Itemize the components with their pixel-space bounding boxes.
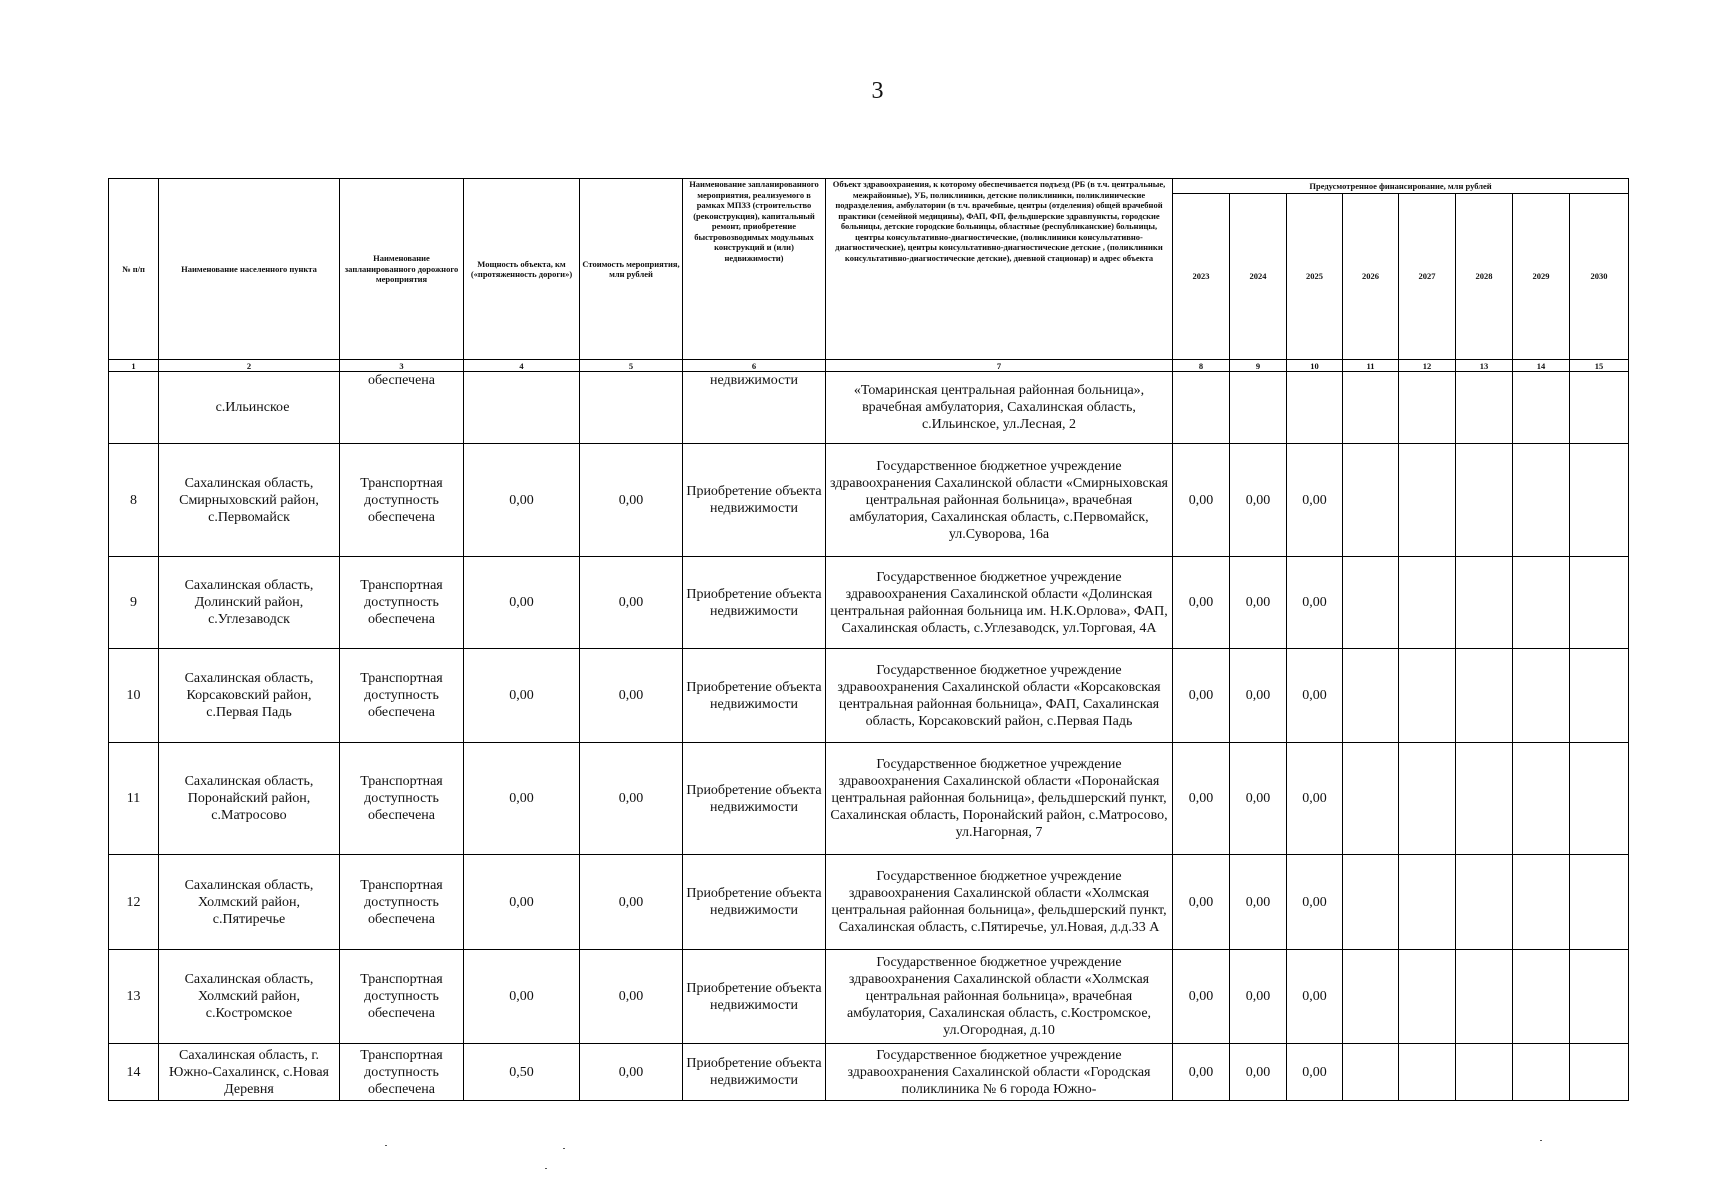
row-number: 11 (109, 743, 159, 855)
table-row (109, 557, 1629, 649)
year-2025-cell: 0,00 (1287, 1044, 1343, 1101)
year-2029-cell (1513, 372, 1570, 444)
year-2028-cell (1456, 444, 1513, 557)
cost-cell: 0,00 (580, 444, 683, 557)
year-2023-cell: 0,00 (1173, 444, 1230, 557)
year-2028-cell (1456, 372, 1513, 444)
road-event-cell: Транспортная доступность обеспечена (340, 557, 464, 649)
year-2025-cell: 0,00 (1287, 444, 1343, 557)
settlement-cell: с.Ильинское (159, 372, 340, 444)
year-2023-cell: 0,00 (1173, 855, 1230, 950)
header-year: 2027 (1399, 194, 1456, 360)
year-2030-cell (1570, 743, 1629, 855)
column-number: 1 (109, 360, 159, 372)
year-2027-cell (1399, 557, 1456, 649)
table-row (109, 950, 1629, 1044)
year-2030-cell (1570, 855, 1629, 950)
column-number: 2 (159, 360, 340, 372)
column-number: 13 (1456, 360, 1513, 372)
header-year: 2023 (1173, 194, 1230, 360)
year-2027-cell (1399, 372, 1456, 444)
header-year: 2029 (1513, 194, 1570, 360)
row-number: 10 (109, 649, 159, 743)
cost-cell: 0,00 (580, 950, 683, 1044)
scan-speck (385, 1145, 387, 1146)
table-row (109, 444, 1629, 557)
settlement-cell: Сахалинская область, Холмский район, с.Пятиречье (159, 855, 340, 950)
settlement-cell: Сахалинская область, г. Южно-Сахалинск, с.Новая Деревня (159, 1044, 340, 1101)
year-2023-cell: 0,00 (1173, 557, 1230, 649)
event-cell: недвижимости (683, 372, 826, 444)
year-2024-cell: 0,00 (1230, 855, 1287, 950)
year-2028-cell (1456, 1044, 1513, 1101)
page-number: 3 (871, 78, 884, 104)
year-2024-cell: 0,00 (1230, 950, 1287, 1044)
year-2029-cell (1513, 444, 1570, 557)
scan-speck (1540, 1140, 1542, 1141)
event-cell: Приобретение объекта недвижимости (683, 444, 826, 557)
year-2025-cell: 0,00 (1287, 743, 1343, 855)
table-row (109, 855, 1629, 950)
year-2024-cell: 0,00 (1230, 1044, 1287, 1101)
year-2026-cell (1343, 444, 1399, 557)
year-2024-cell (1230, 372, 1287, 444)
column-number: 8 (1173, 360, 1230, 372)
year-2026-cell (1343, 950, 1399, 1044)
column-number: 12 (1399, 360, 1456, 372)
year-2025-cell (1287, 372, 1343, 444)
year-2027-cell (1399, 743, 1456, 855)
year-2026-cell (1343, 743, 1399, 855)
event-cell: Приобретение объекта недвижимости (683, 950, 826, 1044)
year-2025-cell: 0,00 (1287, 649, 1343, 743)
year-2026-cell (1343, 372, 1399, 444)
table-row (109, 1044, 1629, 1101)
cost-cell (580, 372, 683, 444)
header-road-event: Наименование запланированного дорожного мероприятия (340, 179, 464, 360)
column-number-row (109, 360, 1629, 372)
year-2030-cell (1570, 1044, 1629, 1101)
event-cell: Приобретение объекта недвижимости (683, 855, 826, 950)
year-2027-cell (1399, 950, 1456, 1044)
year-2025-cell: 0,00 (1287, 855, 1343, 950)
event-cell: Приобретение объекта недвижимости (683, 649, 826, 743)
table-row (109, 649, 1629, 743)
table-row (109, 743, 1629, 855)
header-object: Объект здравоохранения, к которому обеспечивается подъезд (РБ (в т.ч. центральные, межрайонные), УБ, поликлиники, детские поликлиники, поликлинические подразделения, амбулатории (в т.ч. врачебные, центры (отделения) общей врачебной практики (семейной медицины), ФАП, ФП, фельдшерские здравпункты, городские больницы, детские городские больницы, областные (республиканские) больницы, центры консультативно-диагностические, (поликлиники консультативно-диагностические), центры консультативно-диагностические детские , (поликлиники консультативно-диагностические детские), дневной стационар) и адрес объекта (826, 179, 1173, 360)
capacity-cell (464, 372, 580, 444)
column-number: 15 (1570, 360, 1629, 372)
header-event: Наименование запланированного мероприятия, реализуемого в рамках МПЗЗ (строительство (реконструкция), капитальный ремонт, приобретение быстровозводимых модульных конструкций и (или) недвижимости) (683, 179, 826, 360)
column-number: 11 (1343, 360, 1399, 372)
scan-speck (563, 1148, 565, 1149)
year-2029-cell (1513, 557, 1570, 649)
header-financing: Предусмотренное финансирование, млн рублей (1173, 179, 1629, 194)
capacity-cell: 0,00 (464, 444, 580, 557)
year-2028-cell (1456, 557, 1513, 649)
year-2029-cell (1513, 855, 1570, 950)
capacity-cell: 0,00 (464, 557, 580, 649)
capacity-cell: 0,00 (464, 950, 580, 1044)
year-2030-cell (1570, 557, 1629, 649)
row-number: 13 (109, 950, 159, 1044)
scan-speck (545, 1168, 547, 1169)
object-cell: Государственное бюджетное учреждение здравоохранения Сахалинской области «Поронайская центральная районная больница», фельдшерский пункт, Сахалинская область, Поронайский район, с.Матросово, ул.Нагорная, 7 (826, 743, 1173, 855)
year-2027-cell (1399, 1044, 1456, 1101)
object-cell: Государственное бюджетное учреждение здравоохранения Сахалинской области «Корсаковская центральная районная больница», ФАП, Сахалинская область, Корсаковский район, с.Первая Падь (826, 649, 1173, 743)
year-2029-cell (1513, 950, 1570, 1044)
year-2027-cell (1399, 444, 1456, 557)
year-2023-cell (1173, 372, 1230, 444)
financing-table (108, 178, 1629, 1101)
column-number: 4 (464, 360, 580, 372)
header-year: 2026 (1343, 194, 1399, 360)
year-2030-cell (1570, 372, 1629, 444)
road-event-cell: Транспортная доступность обеспечена (340, 1044, 464, 1101)
row-number (109, 372, 159, 444)
header-capacity: Мощность объекта, км («протяженность дороги») (464, 179, 580, 360)
header-year: 2028 (1456, 194, 1513, 360)
header-cost: Стоимость мероприятия, млн рублей (580, 179, 683, 360)
row-number: 14 (109, 1044, 159, 1101)
object-cell: Государственное бюджетное учреждение здравоохранения Сахалинской области «Городская поликлиника № 6 города Южно- (826, 1044, 1173, 1101)
cost-cell: 0,00 (580, 743, 683, 855)
column-number: 9 (1230, 360, 1287, 372)
year-2024-cell: 0,00 (1230, 649, 1287, 743)
row-number: 9 (109, 557, 159, 649)
road-event-cell: Транспортная доступность обеспечена (340, 743, 464, 855)
object-cell: Государственное бюджетное учреждение здравоохранения Сахалинской области «Холмская центральная районная больница», врачебная амбулатория, Сахалинская область, с.Костромское, ул.Огородная, д.10 (826, 950, 1173, 1044)
year-2029-cell (1513, 649, 1570, 743)
header-num: № п/п (109, 179, 159, 360)
capacity-cell: 0,00 (464, 649, 580, 743)
settlement-cell: Сахалинская область, Поронайский район, с.Матросово (159, 743, 340, 855)
table-row (109, 372, 1629, 444)
row-number: 8 (109, 444, 159, 557)
header-year: 2024 (1230, 194, 1287, 360)
settlement-cell: Сахалинская область, Корсаковский район, с.Первая Падь (159, 649, 340, 743)
year-2026-cell (1343, 557, 1399, 649)
road-event-cell: Транспортная доступность обеспечена (340, 950, 464, 1044)
year-2023-cell: 0,00 (1173, 649, 1230, 743)
cost-cell: 0,00 (580, 1044, 683, 1101)
cost-cell: 0,00 (580, 855, 683, 950)
year-2030-cell (1570, 444, 1629, 557)
column-number: 3 (340, 360, 464, 372)
year-2030-cell (1570, 649, 1629, 743)
capacity-cell: 0,00 (464, 743, 580, 855)
year-2026-cell (1343, 1044, 1399, 1101)
year-2027-cell (1399, 855, 1456, 950)
year-2029-cell (1513, 743, 1570, 855)
year-2026-cell (1343, 649, 1399, 743)
year-2025-cell: 0,00 (1287, 557, 1343, 649)
object-cell: Государственное бюджетное учреждение здравоохранения Сахалинской области «Холмская центральная районная больница», фельдшерский пункт, Сахалинская область, с.Пятиречье, ул.Новая, д.д.33 А (826, 855, 1173, 950)
event-cell: Приобретение объекта недвижимости (683, 1044, 826, 1101)
year-2028-cell (1456, 950, 1513, 1044)
year-2028-cell (1456, 743, 1513, 855)
header-year: 2025 (1287, 194, 1343, 360)
column-number: 5 (580, 360, 683, 372)
header-settlement: Наименование населенного пункта (159, 179, 340, 360)
year-2023-cell: 0,00 (1173, 950, 1230, 1044)
year-2024-cell: 0,00 (1230, 557, 1287, 649)
year-2030-cell (1570, 950, 1629, 1044)
year-2028-cell (1456, 649, 1513, 743)
year-2023-cell: 0,00 (1173, 1044, 1230, 1101)
road-event-cell: Транспортная доступность обеспечена (340, 649, 464, 743)
object-cell: Государственное бюджетное учреждение здравоохранения Сахалинской области «Долинская центральная районная больница им. Н.К.Орлова», ФАП, Сахалинская область, с.Углезаводск, ул.Торговая, 4А (826, 557, 1173, 649)
settlement-cell: Сахалинская область, Долинский район, с.Углезаводск (159, 557, 340, 649)
header-year: 2030 (1570, 194, 1629, 360)
column-number: 6 (683, 360, 826, 372)
year-2024-cell: 0,00 (1230, 743, 1287, 855)
column-number: 14 (1513, 360, 1570, 372)
header-row (109, 179, 1629, 194)
road-event-cell: обеспечена (340, 372, 464, 444)
cost-cell: 0,00 (580, 557, 683, 649)
column-number: 10 (1287, 360, 1343, 372)
year-2024-cell: 0,00 (1230, 444, 1287, 557)
year-2027-cell (1399, 649, 1456, 743)
year-2029-cell (1513, 1044, 1570, 1101)
road-event-cell: Транспортная доступность обеспечена (340, 444, 464, 557)
settlement-cell: Сахалинская область, Смирныховский район, с.Первомайск (159, 444, 340, 557)
year-2023-cell: 0,00 (1173, 743, 1230, 855)
object-cell: Государственное бюджетное учреждение здравоохранения Сахалинской области «Смирныховская центральная районная больница», врачебная амбулатория, Сахалинская область, с.Первомайск, ул.Суворова, 16а (826, 444, 1173, 557)
row-number: 12 (109, 855, 159, 950)
event-cell: Приобретение объекта недвижимости (683, 743, 826, 855)
year-2025-cell: 0,00 (1287, 950, 1343, 1044)
object-cell: «Томаринская центральная районная больница», врачебная амбулатория, Сахалинская область, с.Ильинское, ул.Лесная, 2 (826, 372, 1173, 444)
event-cell: Приобретение объекта недвижимости (683, 557, 826, 649)
capacity-cell: 0,00 (464, 855, 580, 950)
cost-cell: 0,00 (580, 649, 683, 743)
column-number: 7 (826, 360, 1173, 372)
road-event-cell: Транспортная доступность обеспечена (340, 855, 464, 950)
year-2026-cell (1343, 855, 1399, 950)
year-2028-cell (1456, 855, 1513, 950)
capacity-cell: 0,50 (464, 1044, 580, 1101)
settlement-cell: Сахалинская область, Холмский район, с.Костромское (159, 950, 340, 1044)
